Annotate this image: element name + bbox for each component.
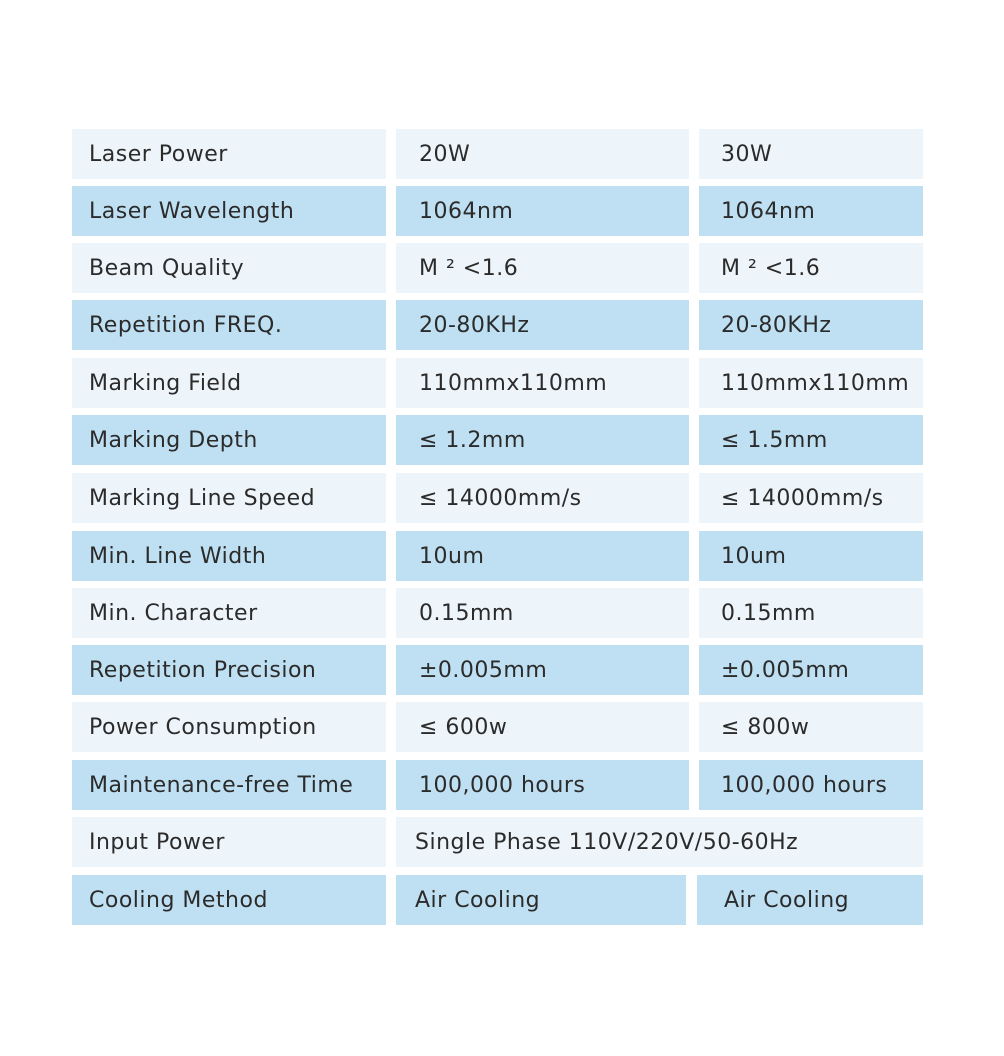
spec-row-min-line-width [0,531,1004,581]
spec-value-30w: 10um [699,531,923,581]
spec-value-30w: ±0.005mm [699,645,923,695]
spec-value-shared: Single Phase 110V/220V/50-60Hz [396,817,923,867]
spec-label: Repetition Precision [72,645,386,695]
spec-label: Min. Line Width [72,531,386,581]
spec-row-power-consumption [0,702,1004,752]
spec-value-30w: 110mmx110mm [699,358,923,408]
spec-value-30w: 100,000 hours [699,760,923,810]
spec-label: Marking Field [72,358,386,408]
spec-value-20w: 0.15mm [396,588,689,638]
spec-row-repetition-freq [0,300,1004,350]
spec-value-30w: M ² <1.6 [699,243,923,293]
spec-row-repetition-precision [0,645,1004,695]
spec-value-20w: M ² <1.6 [396,243,689,293]
spec-value-20w: ±0.005mm [396,645,689,695]
spec-value-30w: ≤ 14000mm/s [699,473,923,523]
spec-value-30w: ≤ 800w [699,702,923,752]
spec-value-20w: 10um [396,531,689,581]
spec-label: Laser Power [72,129,386,179]
spec-value-30w: Air Cooling [697,875,923,925]
spec-value-30w: 1064nm [699,186,923,236]
spec-label: Beam Quality [72,243,386,293]
spec-value-20w: ≤ 1.2mm [396,415,689,465]
spec-label: Min. Character [72,588,386,638]
spec-value-20w: 100,000 hours [396,760,689,810]
spec-row-maintenance-free-time [0,760,1004,810]
spec-value-30w: 0.15mm [699,588,923,638]
spec-row-min-character [0,588,1004,638]
spec-value-20w: 1064nm [396,186,689,236]
spec-label: Repetition FREQ. [72,300,386,350]
spec-value-20w: ≤ 14000mm/s [396,473,689,523]
spec-label: Input Power [72,817,386,867]
spec-label: Marking Line Speed [72,473,386,523]
spec-value-20w: 20-80KHz [396,300,689,350]
spec-row-marking-field [0,358,1004,408]
spec-label: Marking Depth [72,415,386,465]
spec-row-laser-power [0,129,1004,179]
spec-label: Cooling Method [72,875,386,925]
spec-row-marking-line-speed [0,473,1004,523]
spec-value-20w: 110mmx110mm [396,358,689,408]
spec-label: Power Consumption [72,702,386,752]
spec-value-30w: ≤ 1.5mm [699,415,923,465]
spec-row-input-power [0,817,1004,867]
spec-value-30w: 20-80KHz [699,300,923,350]
spec-label: Maintenance-free Time [72,760,386,810]
spec-row-laser-wavelength [0,186,1004,236]
spec-value-30w: 30W [699,129,923,179]
spec-row-beam-quality [0,243,1004,293]
spec-row-marking-depth [0,415,1004,465]
spec-value-20w: ≤ 600w [396,702,689,752]
spec-label: Laser Wavelength [72,186,386,236]
spec-value-20w: 20W [396,129,689,179]
spec-value-20w: Air Cooling [396,875,686,925]
spec-row-cooling-method [0,875,1004,925]
